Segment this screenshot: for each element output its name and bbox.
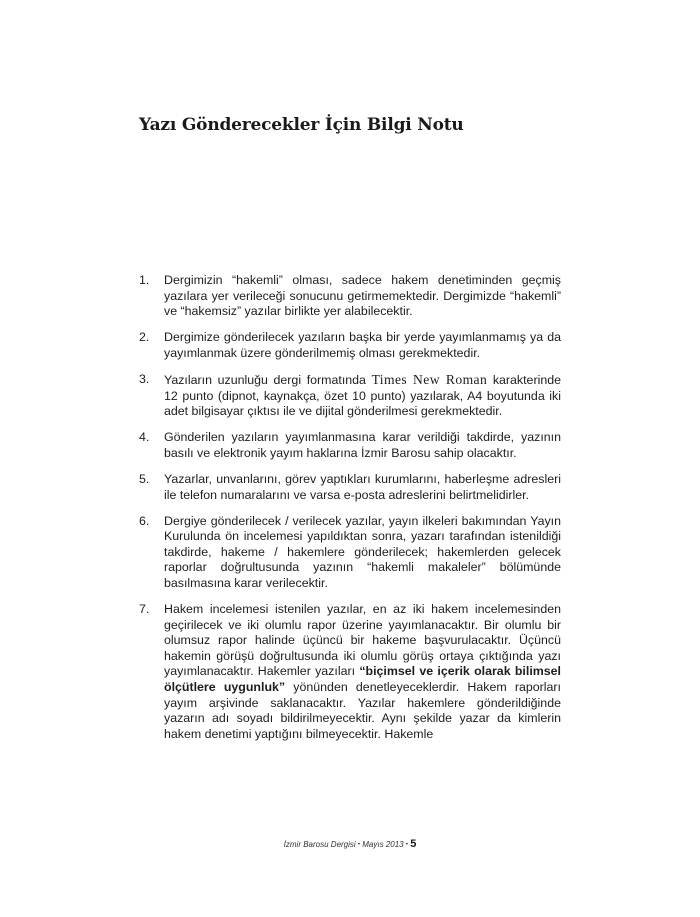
text-segment: yönünden denetleyeceklerdir. Hakem raporları yayım arşivinde saklanacaktır. Yazılar hakemlere gönderildiğinde yazarın adı soyadı bildirilmeyecektir. Aynı şekilde yazar da kimlerin hakem denetimi yaptığını bilmeyecektir. Hakemle	[164, 680, 562, 741]
list-item-text	[164, 273, 561, 320]
list-item-number: 2.	[139, 330, 150, 345]
list-item	[139, 273, 561, 320]
footer-separator: •	[405, 841, 408, 848]
text-segment: Dergimizin “hakemli” olması, sadece hakem denetiminden geçmiş yazılara yer verileceği sonucunu getirmemektedir. Dergimizde “hakemli” ve “hakemsiz” yazılar birlikte yer alabilecektir.	[164, 273, 561, 319]
list-item	[139, 372, 561, 420]
text-segment: Hakem incelemesi istenilen yazılar, en az iki hakem incelemesinden geçirilecek ve iki olumlu rapor üzerine yayımlanacaktır. Bir olumlu bir olumsuz rapor halinde üçüncü bir hakeme başvurulacaktır. Üçüncü hakemin görüşü doğrultusunda iki olumlu görüş ortaya çıktığında yazı yayımlanacaktır. Hakemler yazıları	[164, 602, 561, 679]
list-item-number: 1.	[139, 273, 150, 287]
list-item-text	[164, 602, 561, 742]
text-segment: karakterinde 12 punto (dipnot, kaynakça, özet 10 punto) yazılarak, A4 boyutunda iki adet bilgisayar çıktısı ile ve dijital gönderilmesi gerekmektedir.	[164, 372, 562, 419]
list-item-text	[164, 330, 561, 361]
list-item-text	[164, 472, 561, 503]
list-item	[139, 602, 561, 742]
list-item	[139, 330, 561, 361]
info-list	[139, 273, 561, 742]
page-title: Yazı Gönderecekler İçin Bilgi Notu	[139, 115, 464, 136]
list-item	[139, 430, 561, 461]
list-item-number: 7.	[139, 602, 150, 617]
text-segment: Gönderilen yazıların yayımlanmasına karar verildiği takdirde, yazının basılı ve elektronik yayım haklarına İzmir Barosu sahip olacaktır.	[164, 430, 561, 460]
list-item-text	[164, 430, 561, 461]
text-segment: Dergimize gönderilecek yazıların başka bir yerde yayımlanmamış ya da yayımlanmak üzere gönderilmemiş olması gerekmektedir.	[164, 330, 561, 360]
text-segment: Dergiye gönderilecek / verilecek yazılar, yayın ilkeleri bakımından Yayın Kurulunda ön incelemesi yapıldıktan sonra, yazarı tarafından istenildiği takdirde, hakeme / hakemlere gönderilecek; hakemlerden gelecek raporlar doğrultusunda yazının “hakemli makaleler” bölümünde basılmasına karar verilecektir.	[164, 513, 561, 590]
footer-separator: •	[357, 841, 361, 848]
emphasis-text: “biçimsel ve içerik olarak bilimsel ölçütlere uygunluk”	[164, 664, 562, 695]
list-item-text	[164, 514, 561, 592]
list-item	[139, 514, 561, 592]
list-item-number: 6.	[139, 513, 150, 528]
list-item-text	[164, 372, 561, 420]
page-number: 5	[410, 838, 417, 850]
list-item-number: 3.	[139, 371, 150, 386]
list-item	[139, 472, 561, 503]
page-footer	[0, 838, 700, 850]
list-item-number: 5.	[139, 471, 150, 486]
text-segment: Yazarlar, unvanlarını, görev yaptıkları kurumlarını, haberleşme adresleri ile telefon numaralarını ve varsa e-posta adreslerini belirtmelidirler.	[164, 471, 561, 502]
list-item-number: 4.	[139, 430, 150, 445]
footer-date: Mayıs 2013	[362, 840, 404, 849]
text-segment: Yazıların uzunluğu dergi formatında	[164, 372, 372, 387]
font-name-text: Times New Roman	[371, 371, 488, 387]
footer-journal-name: İzmir Barosu Dergisi	[283, 840, 356, 849]
